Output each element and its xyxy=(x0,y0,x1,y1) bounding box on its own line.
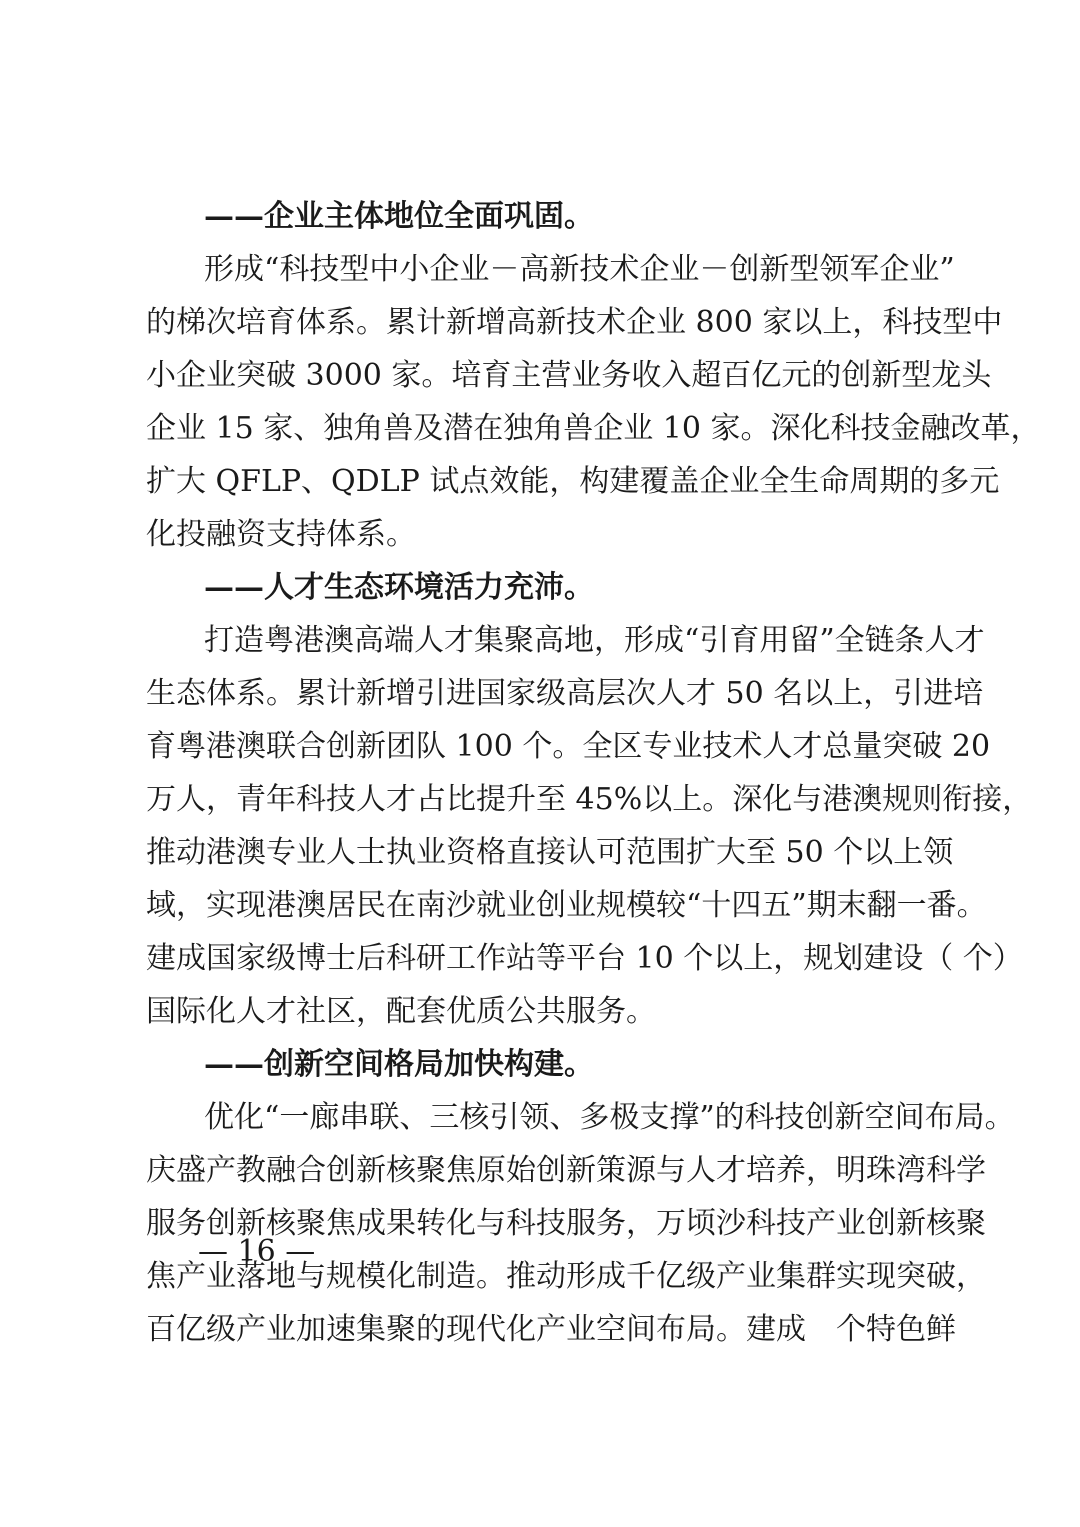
section-heading: ——企业主体地位全面巩固。 xyxy=(204,199,594,234)
paragraph-line: 国际化人才社区，配套优质公共服务。 xyxy=(146,994,656,1029)
paragraph-line: 生态体系。累计新增引进国家级高层次人才 50 名以上，引进培 xyxy=(146,676,984,711)
paragraph-line: 庆盛产教融合创新核聚焦原始创新策源与人才培养，明珠湾科学 xyxy=(146,1153,986,1188)
body-text xyxy=(146,190,1041,1356)
paragraph-line: 服务创新核聚焦成果转化与科技服务，万顷沙科技产业创新核聚 xyxy=(146,1206,986,1241)
section-heading: ——人才生态环境活力充沛。 xyxy=(204,570,594,605)
paragraph-line: 建成国家级博士后科研工作站等平台 10 个以上，规划建设（ 个） xyxy=(146,941,1023,976)
paragraph-line: 焦产业落地与规模化制造。推动形成千亿级产业集群实现突破， xyxy=(146,1259,986,1294)
paragraph-line: 域，实现港澳居民在南沙就业创业规模较“十四五”期末翻一番。 xyxy=(146,888,987,923)
paragraph-line: 的梯次培育体系。累计新增高新技术企业 800 家以上，科技型中 xyxy=(146,305,1003,340)
section-heading: ——创新空间格局加快构建。 xyxy=(204,1047,594,1082)
paragraph-line: 扩大 QFLP、QDLP 试点效能，构建覆盖企业全生命周期的多元 xyxy=(146,464,1000,499)
paragraph-line: 百亿级产业加速集聚的现代化产业空间布局。建成 个特色鲜 xyxy=(146,1312,956,1347)
paragraph-line: 万人，青年科技人才占比提升至 45%以上。深化与港澳规则衔接， xyxy=(146,782,1033,817)
paragraph-line: 形成“科技型中小企业－高新技术企业－创新型领军企业” xyxy=(204,252,955,287)
paragraph-line: 优化“一廊串联、三核引领、多极支撑”的科技创新空间布局。 xyxy=(204,1100,1015,1135)
paragraph-line: 化投融资支持体系。 xyxy=(146,517,416,552)
paragraph-line: 育粤港澳联合创新团队 100 个。全区专业技术人才总量突破 20 xyxy=(146,729,991,764)
paragraph-line: 推动港澳专业人士执业资格直接认可范围扩大至 50 个以上领 xyxy=(146,835,954,870)
paragraph-line: 打造粤港澳高端人才集聚高地，形成“引育用留”全链条人才 xyxy=(204,623,985,658)
paragraph-line: 企业 15 家、独角兽及潜在独角兽企业 10 家。深化科技金融改革， xyxy=(146,411,1041,446)
paragraph-line: 小企业突破 3000 家。培育主营业务收入超百亿元的创新型龙头 xyxy=(146,358,992,393)
page-number: — 16 — xyxy=(198,1234,316,1269)
